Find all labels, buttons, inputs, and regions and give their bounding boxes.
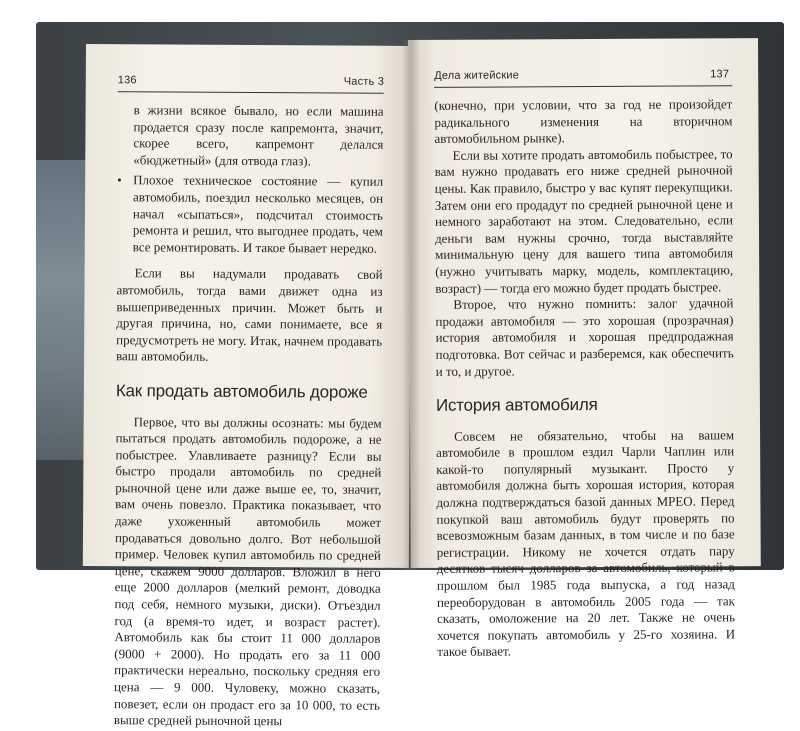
right-paragraph-3: Совсем не обязательно, чтобы на вашем автомобиле в прошлом ездил Чарли Чаплин или какой-то популярный музыкант. Просто у автомобиля должна быть хорошая история, которая должна подтверждаться базой данных МРЕО. Перед покупкой ваш автомобиль будут проверять по всевозможным базам данных, в том числе и по базе регистрации. Никому не хочется отдать пару десятков тысяч долларов за автомобиль, который в прошлом был 1985 года выпуска, а год назад переоборудован в автомобиль 2005 года — так сказать, омоложение на 20 лет. Также не очень хочется покупать автомобиль у 25-го хозяина. И такое бывает.	[436, 426, 736, 660]
left-page-body	[114, 102, 384, 730]
right-paragraph-2: Второе, что нужно помнить: залог удачной продажи автомобиля — это хорошая (прозрачная) история автомобиля и хорошая предпродажная подготовка. Вот сейчас и разберемся, как обеспечить и то, и другое.	[435, 295, 734, 379]
left-lead-paragraph: в жизни всякое бывало, но если машина продается сразу после капремонта, значит, скорее всего, капремонт делался «бюджетный» (для отвода глаз).	[133, 102, 384, 169]
right-header-rule	[434, 85, 732, 88]
right-paragraph-1: Если вы хотите продать автомобиль побыстрее, то вам нужно продавать его ниже средней рыночной цены. Как правило, быстро у вас купят перекупщики. Затем они его продадут по средней рыночной цене и немного заработают на этом. Следовательно, если деньги вам нужны срочно, тогда выставляйте минимальную цену для вашего типа автомобиля (нужно учитывать марку, модель, комплектацию, возраст) — тогда его можно будет продать быстрее.	[434, 146, 734, 296]
right-page-number: 137	[710, 68, 730, 81]
right-page	[408, 38, 761, 660]
bullet-continuation	[117, 102, 383, 170]
right-lead-paragraph: (конечно, при условии, что за год не произойдет радикального изменения на вторичном автомобильном рынке).	[434, 96, 733, 147]
left-paragraph-1: Если вы надумали продавать свой автомобиль, тогда вами движет одна из вышеприведенных причин. Может быть и другая причина, но, сами понимаете, все я предусмотреть не могу. Итак, начнем продавать ваш автомобиль.	[116, 265, 383, 365]
right-running-head: Дела житейские	[434, 69, 520, 82]
left-page-number: 136	[117, 74, 137, 87]
left-section-heading: Как продать автомобиль дороже	[115, 381, 368, 402]
bullet-marker: •	[117, 172, 122, 188]
right-page-body	[434, 96, 735, 661]
left-header-rule	[118, 91, 384, 94]
right-section-heading: История автомобиля	[435, 395, 598, 415]
bullet-item	[117, 173, 384, 258]
bullet-text: Плохое техническое состояние — купил автомобиль, поездил несколько месяцев, он начал «сыпаться», подсчитал стоимость ремонта и решил, что выгоднее продать, чем все ремонтировать. И такое бывает нередко.	[132, 172, 384, 256]
left-running-head: Часть 3	[343, 75, 385, 88]
left-paragraph-2: Первое, что вы должны осознать: мы будем пытаться продать автомобиль подороже, а не побыстрее. Улавливаете разницу? Если вы быстро продали автомобиль по средней рыночной цене или даже выше ее, то, значит, вам очень повезло. Практика показывает, что даже ухоженный автомобиль может продаваться довольно долго. Вот небольшой пример. Человек купил автомобиль по средней цене, скажем 9000 долларов. Вложил в него еще 2000 долларов (мелкий ремонт, доводка под себя, немного музыки, диски). Отъездил год (а время-то идет, и возраст растет). Автомобиль как бы стоит 11 000 долларов (9000 + 2000). Но продать его за 11 000 практически нереально, поскольку средняя его цена — 9 000. Чуловеку, можно сказать, повезет, если он продаст его за 10 000, то есть выше средней рыночной цены	[113, 413, 382, 729]
book-gutter-shadow	[402, 40, 420, 570]
left-page	[83, 44, 412, 729]
